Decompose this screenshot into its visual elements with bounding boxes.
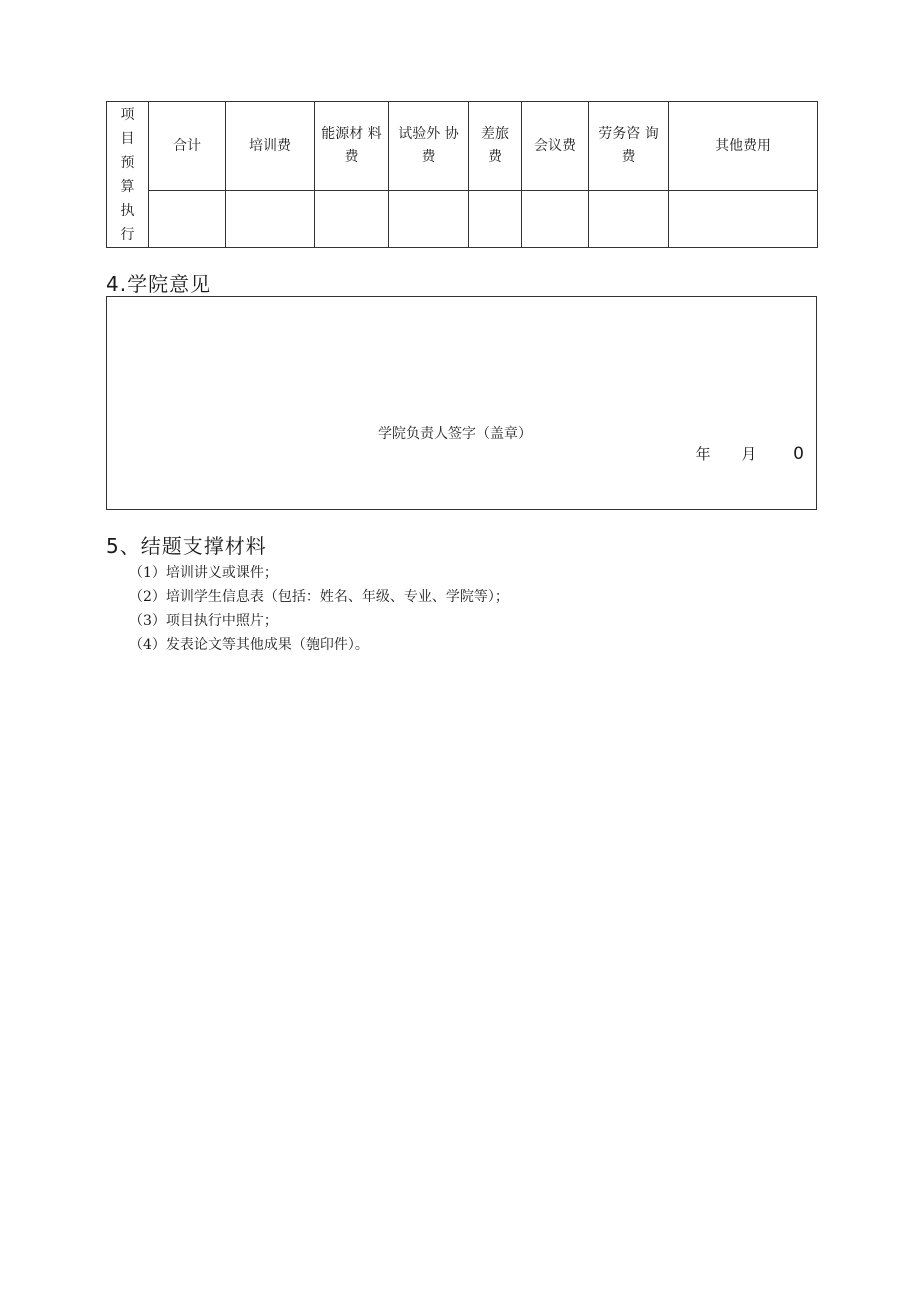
header-training-fee: 培训费 bbox=[226, 102, 315, 191]
value-other-fees[interactable] bbox=[669, 191, 818, 248]
date-day-value: 0 bbox=[793, 444, 804, 464]
header-external-test-fee: 试验外 协 费 bbox=[389, 102, 469, 191]
value-meeting-fee[interactable] bbox=[522, 191, 589, 248]
date-year-label: 年 bbox=[695, 445, 711, 463]
value-training-fee[interactable] bbox=[226, 191, 315, 248]
college-opinion-box[interactable] bbox=[106, 296, 817, 510]
value-external-test-fee[interactable] bbox=[389, 191, 469, 248]
header-energy-material-fee: 能源材 料 费 bbox=[315, 102, 389, 191]
header-total: 合计 bbox=[149, 102, 226, 191]
list-item: （1）培训讲义或课件； bbox=[129, 565, 278, 581]
row-label-project-budget-execution: 项 目 预 算 执 行 bbox=[107, 102, 149, 248]
date-line bbox=[696, 443, 804, 464]
signature-label: 学院负责人签字（盖章） bbox=[378, 426, 532, 442]
support-materials-list bbox=[129, 561, 509, 657]
header-meeting-fee: 会议费 bbox=[522, 102, 589, 191]
date-month-label: 月 bbox=[741, 445, 757, 463]
list-item: （2）培训学生信息表（包括：姓名、年级、专业、学院等）； bbox=[129, 589, 509, 605]
section-heading-support-materials: 5、结题支撑材料 bbox=[106, 534, 267, 558]
header-consulting-fee: 劳务咨 询 费 bbox=[589, 102, 669, 191]
value-travel-fee[interactable] bbox=[469, 191, 522, 248]
list-item: （3）项目执行中照片； bbox=[129, 613, 278, 629]
value-energy-material-fee[interactable] bbox=[315, 191, 389, 248]
list-item: （4）发表论文等其他成果（匏印件）。 bbox=[129, 637, 369, 653]
header-travel-fee: 差旅 费 bbox=[469, 102, 522, 191]
header-other-fees: 其他费用 bbox=[669, 102, 818, 191]
value-total[interactable] bbox=[149, 191, 226, 248]
section-heading-college-opinion: 4.学院意见 bbox=[106, 272, 212, 296]
value-consulting-fee[interactable] bbox=[589, 191, 669, 248]
budget-execution-table bbox=[106, 101, 818, 248]
